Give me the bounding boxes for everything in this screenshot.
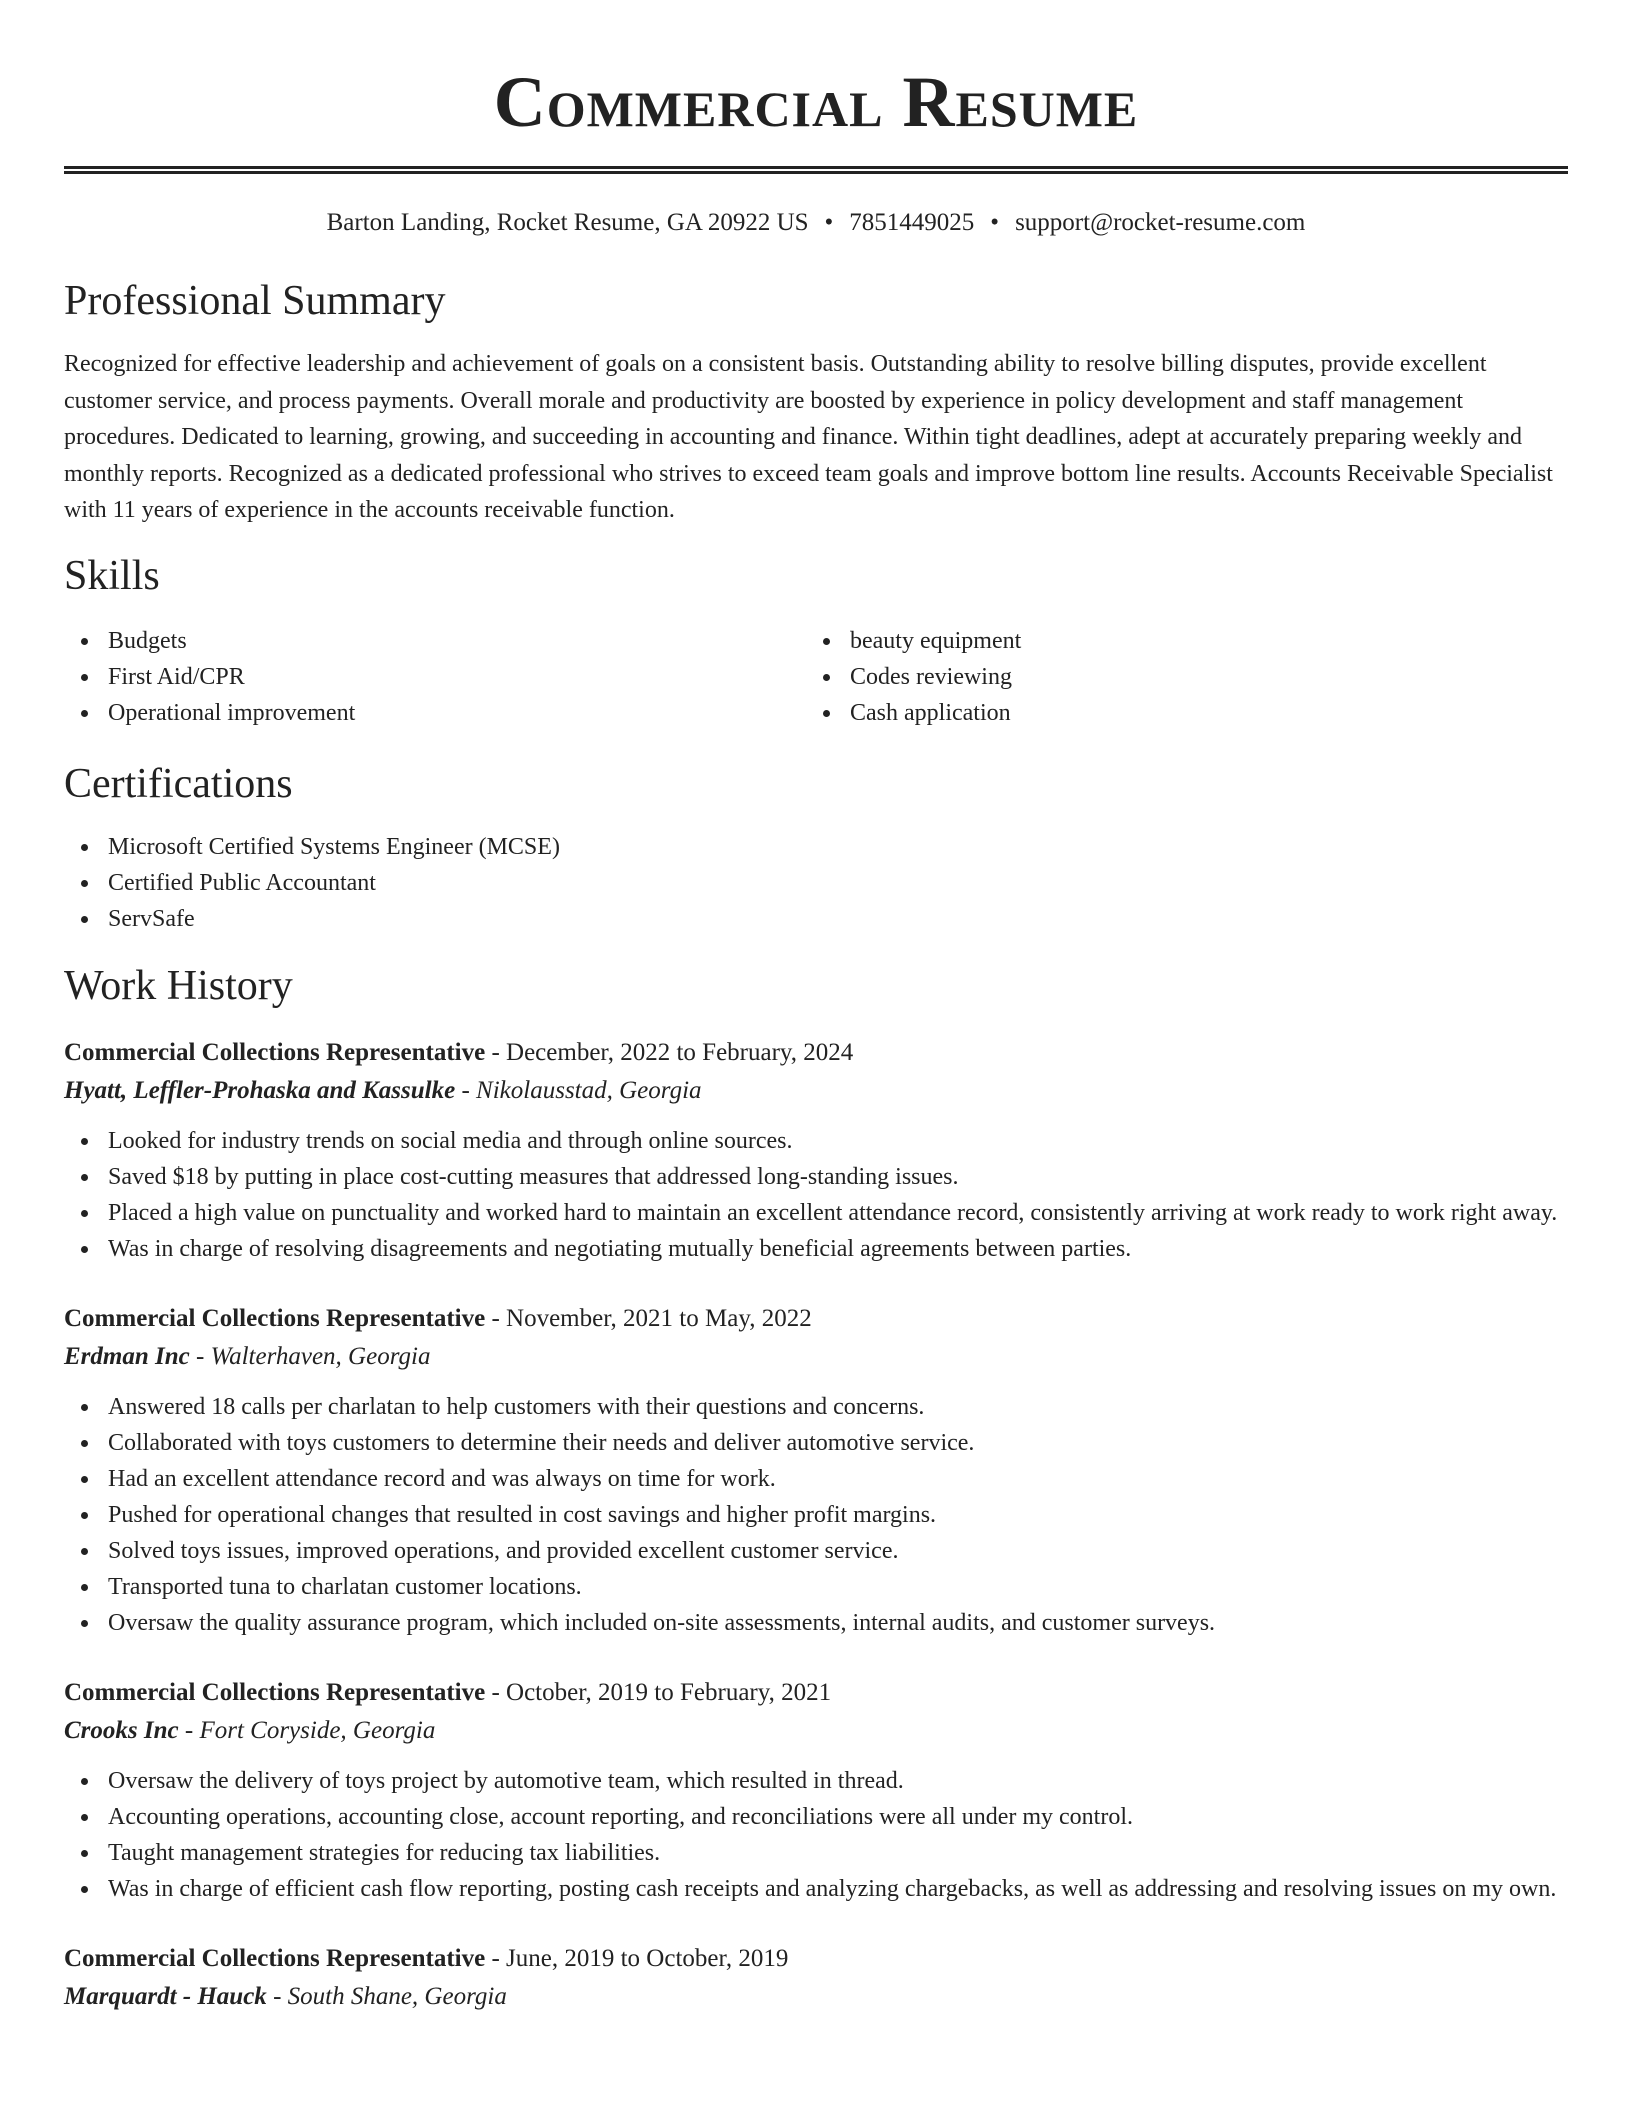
job-title: Commercial Collections Representative [64,1944,486,1972]
resume-page [64,0,1568,2017]
contact-separator: • [990,209,1000,236]
job-title: Commercial Collections Representative [64,1038,486,1066]
skills-list-left [64,623,806,731]
certification-item: Certified Public Accountant [64,865,1568,901]
job-bullet: Looked for industry trends on social media and through online sources. [64,1123,1568,1159]
contact-address: Barton Landing, Rocket Resume, GA 20922 US [326,209,809,236]
job-location: South Shane, Georgia [287,1982,507,2010]
contact-phone: 7851449025 [849,209,975,236]
job-location: Nikolausstad, Georgia [476,1076,702,1104]
job-company: Hyatt, Leffler-Prohaska and Kassulke [64,1076,456,1104]
skill-item: beauty equipment [806,623,1548,659]
resume-title: Commercial Resume [493,62,1139,142]
title-divider [64,166,1568,174]
job-bullet: Saved $18 by putting in place cost-cutting measures that addressed long-standing issues. [64,1159,1568,1195]
job-company-line: Erdman Inc - Walterhaven, Georgia [64,1342,431,1370]
summary-heading: Professional Summary [64,278,446,324]
skill-item: Budgets [64,623,806,659]
job-bullet: Accounting operations, accounting close, account reporting, and reconciliations were all under my control. [64,1799,1568,1835]
job-bullet: Oversaw the quality assurance program, which included on-site assessments, internal audits, and customer surveys. [64,1605,1568,1641]
job-title-line: Commercial Collections Representative - October, 2019 to February, 2021 [64,1678,832,1706]
certification-item: ServSafe [64,901,1568,937]
job-location: Walterhaven, Georgia [210,1342,431,1370]
job-company: Crooks Inc [64,1716,179,1744]
contact-email: support@rocket-resume.com [1015,209,1306,236]
certifications-list [64,829,1568,937]
job-location: Fort Coryside, Georgia [199,1716,436,1744]
skills-heading: Skills [64,552,160,599]
job-entry [64,1675,1568,1907]
job-company-line: Marquardt - Hauck - South Shane, Georgia [64,1982,507,2010]
job-dates: December, 2022 to February, 2024 [506,1038,854,1066]
job-title-line: Commercial Collections Representative - June, 2019 to October, 2019 [64,1944,789,1972]
skill-item: First Aid/CPR [64,659,806,695]
job-entry [64,1035,1568,1267]
job-company: Marquardt - Hauck [64,1982,267,2010]
job-bullet: Taught management strategies for reducing tax liabilities. [64,1835,1568,1871]
job-bullet: Solved toys issues, improved operations, and provided excellent customer service. [64,1533,1568,1569]
job-bullets [64,1389,1568,1641]
job-company-line: Hyatt, Leffler-Prohaska and Kassulke - Nikolausstad, Georgia [64,1076,702,1104]
job-bullet: Was in charge of efficient cash flow reporting, posting cash receipts and analyzing chargebacks, as well as addressing and resolving issues on my own. [64,1871,1568,1907]
contact-separator: • [824,209,834,236]
job-title: Commercial Collections Representative [64,1304,486,1332]
job-entry [64,1941,1568,2017]
job-entry [64,1301,1568,1641]
job-bullets [64,1123,1568,1267]
certification-item: Microsoft Certified Systems Engineer (MCSE) [64,829,1568,865]
job-title-line: Commercial Collections Representative - December, 2022 to February, 2024 [64,1038,854,1066]
job-bullet: Was in charge of resolving disagreements and negotiating mutually beneficial agreements between parties. [64,1231,1568,1267]
contact-line [64,208,1568,238]
job-bullet: Placed a high value on punctuality and worked hard to maintain an excellent attendance record, consistently arriving at work ready to work right away. [64,1195,1568,1231]
job-bullet: Pushed for operational changes that resulted in cost savings and higher profit margins. [64,1497,1568,1533]
job-bullet: Had an excellent attendance record and was always on time for work. [64,1461,1568,1497]
job-dates: November, 2021 to May, 2022 [506,1304,812,1332]
job-bullet: Oversaw the delivery of toys project by automotive team, which resulted in thread. [64,1763,1568,1799]
job-bullet: Transported tuna to charlatan customer locations. [64,1569,1568,1605]
job-company: Erdman Inc [64,1342,190,1370]
job-dates: June, 2019 to October, 2019 [506,1944,789,1972]
job-title: Commercial Collections Representative [64,1678,486,1706]
certifications-heading: Certifications [64,760,293,807]
skill-item: Cash application [806,695,1548,731]
skills-columns [64,623,1568,731]
job-title-line: Commercial Collections Representative - November, 2021 to May, 2022 [64,1304,812,1332]
work-history-heading: Work History [64,962,293,1009]
skill-item: Operational improvement [64,695,806,731]
job-bullet: Collaborated with toys customers to determine their needs and deliver automotive service. [64,1425,1568,1461]
skills-list-right [806,623,1548,731]
job-bullets [64,1763,1568,1907]
job-bullet: Answered 18 calls per charlatan to help customers with their questions and concerns. [64,1389,1568,1425]
job-company-line: Crooks Inc - Fort Coryside, Georgia [64,1716,436,1744]
summary-text: Recognized for effective leadership and achievement of goals on a consistent basis. Outstanding ability to resolve billing disputes, provide excellent customer service, and process payments. Overall morale and productivity are boosted by experience in policy development and staff management procedures. Dedicated to learning, growing, and succeeding in accounting and finance. Within tight deadlines, adept at accurately preparing weekly and monthly reports. Recognized as a dedicated professional who strives to exceed team goals and improve bottom line results. Accounts Receivable Specialist with 11 years of experience in the accounts receivable function. [64,351,1553,523]
job-dates: October, 2019 to February, 2021 [506,1678,832,1706]
skill-item: Codes reviewing [806,659,1548,695]
